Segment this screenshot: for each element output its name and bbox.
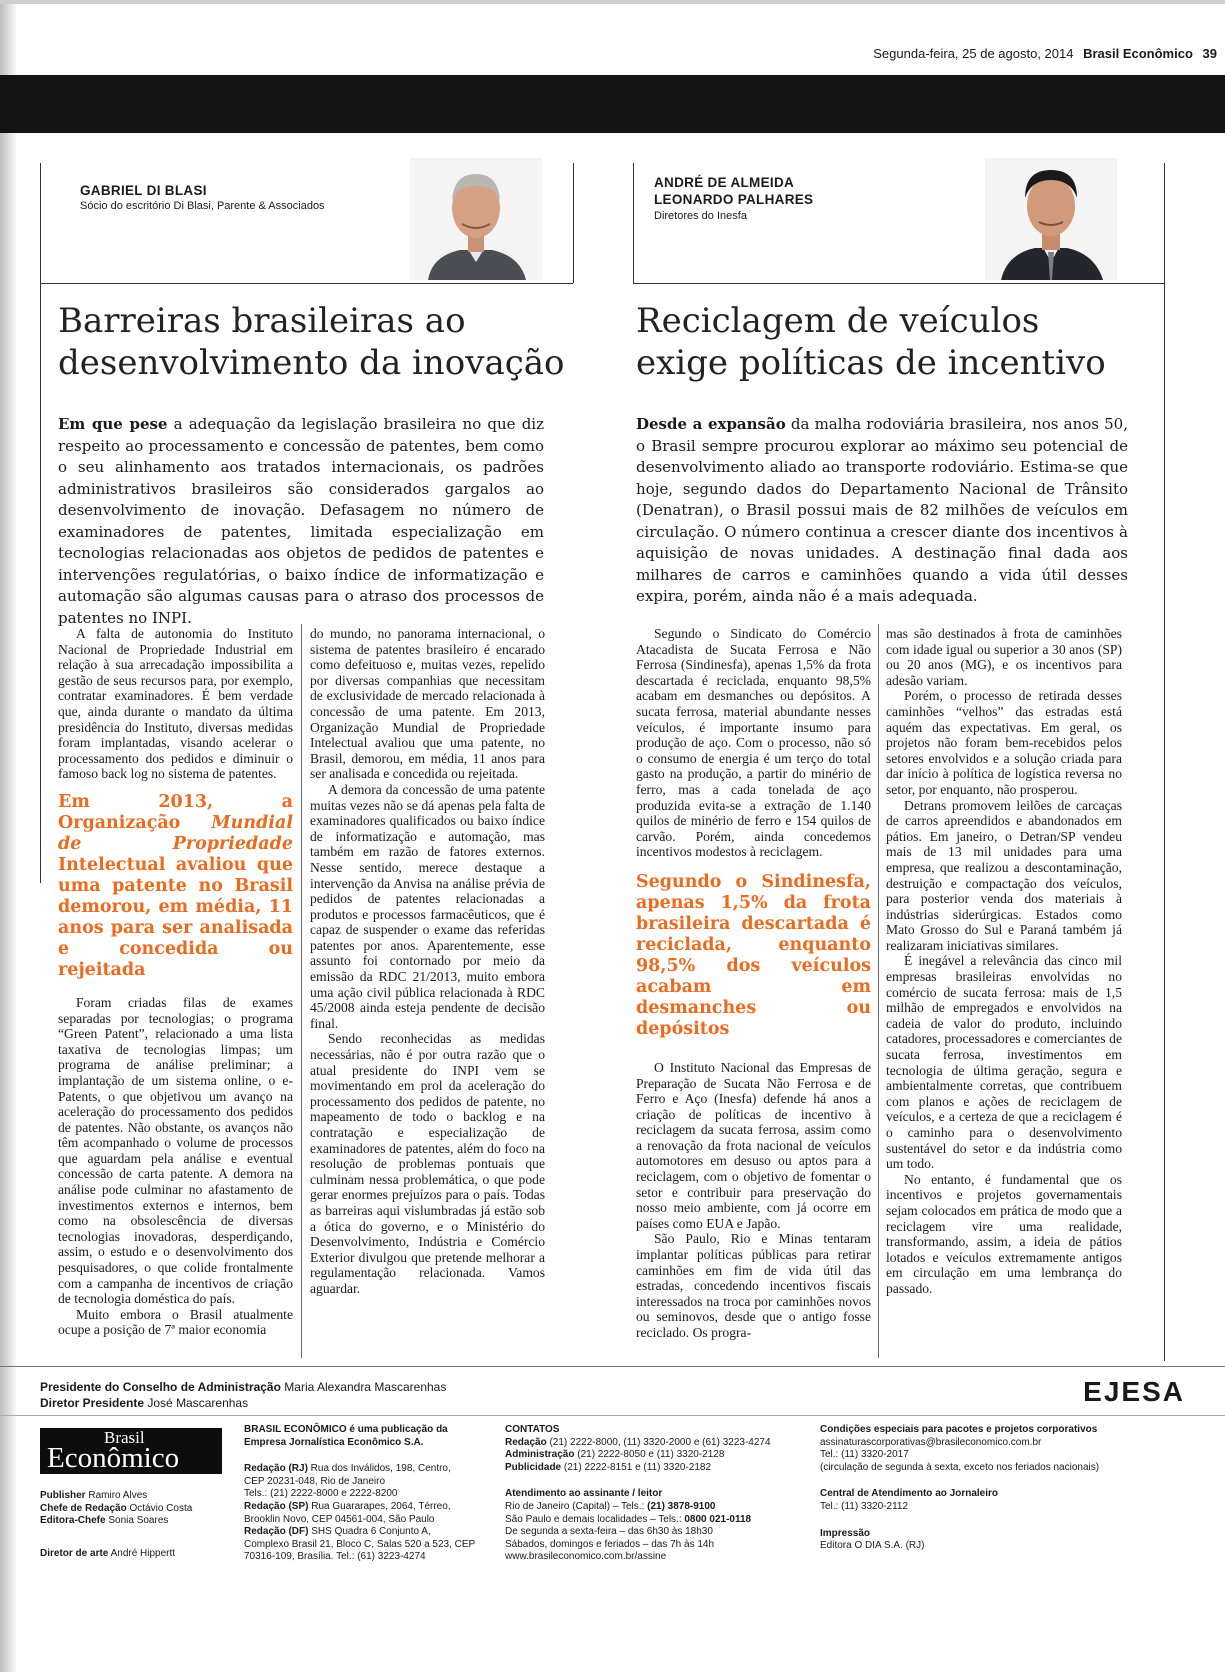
column-divider [878,624,879,1358]
author-photo [985,158,1117,280]
address-line: Brooklin Novo, CEP 04561-004, São Paulo [244,1513,435,1525]
lede-text: a adequação da legislação brasileira no que diz respeito ao processamento e concessão de patentes, bem como o seu alinhamento aos tratados internacionais, os padrões administrativos brasileiros são considerados gargalos ao desenvolvimento de inovação. Defasagem no número de examinadores de patentes, limitada especialização em tecnologias relacionadas aos objetos de pedidos de patentes e intervenções regulatórias, o baixo índice de informatização e automação são algumas causas para o atraso dos processos de patentes no INPI. [58,415,544,627]
paragraph: A falta de autonomia do Instituto Nacional de Propriedade Industrial em relação à sua arrecadação impossibilita a gestão de seus recursos para, por exemplo, contratar examinadores. É bem verdade que, ainda durante o mandato da última presidência do Instituto, diversas medidas foram implantadas, visando acelerar o processamento dos pedidos e diminuir o famoso back log no sistema de patentes. [58,626,293,782]
newsstand-title: Central de Atendimento ao Jornaleiro [820,1488,998,1500]
article-headline [636,300,1156,384]
paragraph: O Instituto Nacional das Empresas de Preparação de Sucata Não Ferrosa e de Ferro e Aço (Inesfa) defende há anos a criação de políticas de incentivo à reciclagem da sucata ferrosa, assim como a renovação da frota nacional de veículos automotores em desuso ou aptos para a reciclagem, com o objetivo de fomentar o setor e contribuir para preservação do nosso meio ambiente, com já ocorre em países como EUA e Japão. [636,1059,871,1231]
author-name: GABRIEL DI BLASI [80,183,207,198]
author-photo-image [410,158,542,280]
contact-label: Redação [505,1436,547,1448]
masthead-publisher-info [244,1424,494,1564]
headline-line-2: exige políticas de incentivo [636,343,1106,383]
corporate-line: Tel.: (11) 3320-2017 [820,1449,909,1461]
newsroom-rj-label: Redação (RJ) [244,1463,308,1475]
printing-line: Editora O DIA S.A. (RJ) [820,1540,925,1552]
address-line: Complexo Brasil 21, Bloco C, Salas 520 a 523, CEP [244,1538,476,1550]
author-photo [410,158,542,280]
contact-value: (21) 2222-8151 e (11) 3320-2182 [561,1461,712,1473]
president-council-label: Presidente do Conselho de Administração [40,1380,281,1394]
address-line: Rua Guararapes, 2064, Térreo, [308,1500,451,1512]
director-president-label: Diretor Presidente [40,1396,145,1410]
lede-lead-in: Desde a expansão [636,415,786,433]
logo-word-economico: Econômico [47,1442,180,1474]
address-line: 70316-109, Brasília. Tel.: (61) 3223-4274 [244,1551,426,1563]
ejesa-logo: EJESA [1083,1376,1185,1407]
author-name-line-2: LEONARDO PALHARES [654,192,814,207]
contact-value: (21) 2222-8000, (11) 3320-2000 e (61) 3223-4274 [546,1436,771,1448]
art-director-name: André Hippertt [108,1547,176,1559]
address-line: SHS Quadra 6 Conjunto A, [308,1526,431,1538]
printing-title: Impressão [820,1527,871,1539]
pull-quote [58,792,293,981]
subscriber-title: Atendimento ao assinante / leitor [505,1488,663,1500]
paragraph: São Paulo, Rio e Minas tentaram implantar políticas públicas para retirar caminhões em fim de vida útil das estradas, concedendo incentivos fiscais interessados na troca por caminhões novos ou seminovos, desde que o antigo fosse reciclado. Os progra- [636,1231,871,1340]
contact-label: Administração [505,1449,575,1461]
page-binding-shadow [0,0,16,1672]
masthead-executives [40,1379,446,1411]
director-president-name: José Mascarenhas [144,1396,249,1410]
subscriber-line: São Paulo e demais localidades – Tels.: [505,1513,685,1525]
paragraph: Foram criadas filas de exames separadas por tecnologias; o programa “Green Patent”, relacionado a uma lista taxativa de tecnologias limpas; um programa de análise preliminar; a implantação de um sistema online, o e-Patents, o que objetivou um avanço na aceleração do processamento dos pedidos de patentes. Não obstante, os avanços não têm acompanhado o volume de processos que aguardam pela análise e eventual concessão de carta patente. A demora na análise pode culminar no afastamento de investimentos externos e internos, bem como na obsolescência de diversas tecnologias inovadoras, desperdiçando, assim, o estudo e o desenvolvimento dos pesquisadores, o que colide frontalmente com a campanha de incentivos de criação de tecnologia doméstica do país. [58,994,293,1307]
publication-name: Brasil Econômico [1083,46,1193,61]
address-line: Tels.: (21) 2222-8000 e 2222-8200 [244,1488,398,1500]
masthead-staff [40,1490,230,1560]
art-director-label: Diretor de arte [40,1547,109,1559]
corporate-title: Condições especiais para pacotes e projetos corporativos [820,1424,1098,1435]
masthead-mid-rule [0,1415,1225,1416]
chief-editor-label: Editora-Chefe [40,1515,106,1527]
subscriber-line: Rio de Janeiro (Capital) – Tels.: [505,1500,648,1512]
article-lede [58,414,544,629]
article-headline [58,300,568,384]
subscribe-link[interactable]: www.brasileconomico.com.br/assine [505,1551,667,1563]
newsstand-line: Tel.: (11) 3320-2112 [820,1500,909,1512]
subscriber-line: Sábados, domingos e feriados – das 7h às 14h [505,1538,715,1550]
author-name-line-1: ANDRÉ DE ALMEIDA [654,175,795,190]
contacts-title: CONTATOS [505,1424,560,1435]
frame-rule-right-author [633,163,634,283]
masthead-contacts [505,1424,805,1564]
column-divider [301,624,302,1358]
chief-editor-name: Sonia Soares [105,1515,169,1527]
pull-quote-part: Em 2013, a Organização [58,791,293,833]
corporate-email[interactable]: assinaturascorporativas@brasileconomico.com.br [820,1436,1042,1448]
pull-quote-part: Intelectual avaliou que uma patente no Brasil demorou, em média, 11 anos para ser analisada e concedida ou rejeitada [58,854,293,980]
subscriber-phone: (21) 3878-9100 [647,1500,716,1512]
lede-text: da malha rodoviária brasileira, nos anos 50, o Brasil sempre procurou explorar ao máximo seu potencial de desenvolvimento aliado ao transporte rodoviário. Estima-se que hoje, segundo dados do Departamento Nacional de Trânsito (Denatran), o Brasil possui mais de 82 milhões de veículos em circulação. O número continua a crescer diante dos incentivos à aquisição de novas unidades. A destinação final dada aos milhares de carros e caminhões quando a vida útil desses expira, porém, ainda não é a mais adequada. [636,415,1128,605]
page-folio [873,46,1217,61]
paragraph: Sendo reconhecidas as medidas necessárias, não é por outra razão que o atual presidente do INPI vem se movimentando em prol da aceleração do processamento dos pedidos de patente, no mapeamento de todo o backlog e na contratação e especialização de examinadores de patentes, além do foco na resolução de problemas pontuais que culminam nessa problemática, o que pode gerar enormes prejuízos para o país. Todas as barreiras aqui vislumbradas já estão sob a ótica do governo, e o Ministério do Desenvolvimento, Indústria e Comércio Exterior divulgou que pretende melhorar a regulamentação relacionada. Vamos aguardar. [310,1031,545,1296]
president-council-name: Maria Alexandra Mascarenhas [280,1380,447,1394]
contact-label: Publicidade [505,1461,562,1473]
paragraph: do mundo, no panorama internacional, o sistema de patentes brasileiro é encarado como defeituoso e, muitas vezes, repelido por diversas companhias que necessitam de exclusividade de mercado relacionada à concessão de uma patente. Em 2013, Organização Mundial de Propriedade Intelectual avaliou que uma patente, no Brasil, demorou, em média, 11 anos para ser analisada e concedida ou rejeitada. [310,626,545,782]
publisher-label: Publisher [40,1490,86,1501]
publisher-name: Ramiro Alves [85,1490,148,1501]
chief-newsroom-name: Octávio Costa [126,1502,193,1514]
author-photo-image [985,158,1117,280]
article-column-1 [636,626,871,1341]
issue-date: Segunda-feira, 25 de agosto, 2014 [873,46,1074,61]
author-role: Sócio do escritório Di Blasi, Parente & Associados [80,200,325,212]
chief-newsroom-label: Chefe de Redação [40,1502,127,1514]
article-column-1 [58,626,293,1338]
paragraph: Porém, o processo de retirada desses caminhões “velhos” das estradas está aquém das expectativas. Em geral, os projetos não foram bem-recebidos pelos setores envolvidos e a solução criada para dar início à política de logística reversa no setor, por enquanto, não prosperou. [886,688,1122,797]
author-role: Diretores do Inesfa [654,210,747,222]
newsroom-sp-label: Redação (SP) [244,1500,309,1512]
paragraph: No entanto, é fundamental que os incentivos e projetos governamentais sejam colocados em prática de modo que a reciclagem vire uma realidade, transformando, assim, a ideia de pátios lotados e veículos extremamente antigos em circulação em uma lembrança do passado. [886,1171,1122,1296]
headline-line-1: Barreiras brasileiras ao [58,301,466,341]
paragraph: A demora da concessão de uma patente muitas vezes não se dá apenas pela falta de examinadores qualificados ou baixo índice de informatização e automação, mas também em razão de fatores externos. Nesse sentido, merece destaque a intervenção da Anvisa na análise prévia de pedidos de patentes relacionadas a produtos e processos farmacêuticos, que é capaz de suspender o exame das referidas patentes por anos. Aparentemente, esse assunto foi contornado por meio da emissão da RDC 21/2013, muito embora uma ação civil pública relacionada à RDC 45/2008 ainda esteja pendente de decisão final. [310,781,545,1031]
lede-lead-in: Em que pese [58,415,168,433]
logo-word-brasil: Brasil [104,1428,145,1447]
publisher-line: Empresa Jornalística Econômico S.A. [244,1436,424,1448]
subscriber-phone: 0800 021-0118 [684,1513,752,1525]
masthead-top-rule [0,1366,1225,1367]
headline-line-1: Reciclagem de veículos [636,301,1040,341]
frame-rule-right [1164,163,1165,1361]
masthead-corporate [820,1424,1150,1553]
article-column-2 [886,626,1122,1297]
address-line: CEP 20231-048, Rio de Janeiro [244,1475,386,1487]
paragraph: Detrans promovem leilões de carcaças de carros apreendidos e abandonados em pátios. Em janeiro, o Detran/SP vendeu mais de 13 mil unidades para uma empresa, que realizou a descontaminação, destruição e compactação dos veículos, para posterior venda dos materiais à indústrias siderúrgicas. Estados como Mato Grosso do Sul e Paraná também já realizaram iniciativas similares. [886,797,1122,953]
author-box-rule-left [40,283,573,284]
author-box-rule-right [633,283,1164,284]
section-black-bar [0,75,1225,133]
article-lede [636,414,1128,608]
corporate-line: (circulação de segunda à sexta, exceto nos feriados nacionais) [820,1461,1100,1473]
frame-rule-left-author [573,163,574,283]
newsroom-df-label: Redação (DF) [244,1526,309,1538]
publisher-line: BRASIL ECONÔMICO é uma publicação da [244,1424,448,1435]
paragraph: Muito embora o Brasil atualmente ocupe a posição de 7ª maior economia [58,1306,293,1338]
frame-rule-left [40,163,41,883]
address-line: Rua dos Inválidos, 198, Centro, [307,1463,451,1475]
headline-line-2: desenvolvimento da inovação [58,343,565,383]
paragraph: Segundo o Sindicato do Comércio Atacadista de Sucata Ferrosa e Não Ferrosa (Sindinesfa), apenas 1,5% da frota descartada é reciclada, enquanto 98,5% acabam em desmanches ou depósitos. A sucata ferrosa, material abundante nesses veículos, é importante insumo para produção de aço. Com o processo, não só o consumo de energia é um terço do total gasto na produção, a partir do minério de ferro, mas a cada tonelada de aço produzida evita-se a extração de 1.140 quilos de minério de ferro e 154 quilos de carvão. Porém, ainda concedemos incentivos modestos à reciclagem. [636,626,871,860]
contact-value: (21) 2222-8050 e (11) 3320-2128 [574,1449,725,1461]
page-number: 39 [1202,46,1217,61]
brasil-economico-logo [40,1428,222,1474]
paragraph: mas são destinados à frota de caminhões com idade igual ou superior a 30 anos (SP) ou 20 anos (MG), e os incentivos para adesão variam. [886,626,1122,688]
pull-quote-italic: Mundial de Propriedade [58,812,293,854]
top-edge [0,0,1225,4]
author-name [654,174,813,208]
subscriber-line: De segunda a sexta-feira – das 6h30 às 18h30 [505,1526,713,1538]
paragraph: É inegável a relevância das cinco mil empresas brasileiras envolvidas no comércio de sucata ferrosa: mais de 1,5 milhão de empregados e envolvidos na cadeia de valor do produto, incluindo catadores, processadores e comerciantes de sucata ferrosa, investimentos em tecnologia de última geração, segura e ambientalmente corretas, que contribuem com planos e ações de reciclagem de veículos, e a certeza de que a reciclagem é o caminho para o desenvolvimento sustentável do setor e da indústria como um todo. [886,953,1122,1172]
pull-quote: Segundo o Sindinesfa, apenas 1,5% da frota brasileira descartada é reciclada, enquanto 98,5% dos veículos acabam em desmanches ou depósitos [636,871,871,1039]
article-column-2 [310,626,545,1297]
